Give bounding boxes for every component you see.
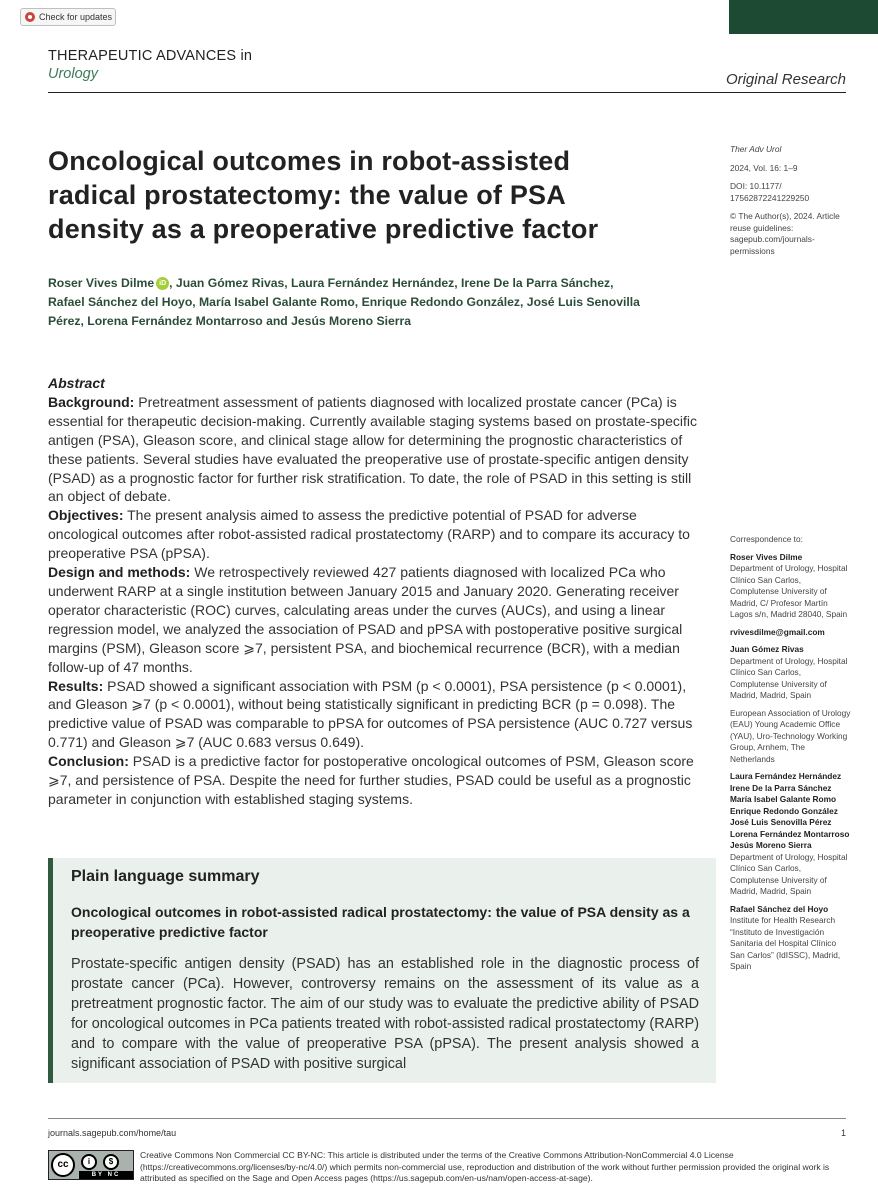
plain-language-summary (48, 858, 716, 1083)
journal-subtitle: Urology (48, 66, 98, 82)
attribution-icon: i (81, 1154, 97, 1170)
abstract (48, 374, 708, 809)
other-authors: , Juan Gómez Rivas, Laura Fernández Hernández, Irene De la Parra Sánchez, Rafael Sánchez del Hoyo, María Isabel Galante Romo, Enrique Redondo González, José Luis Senovilla Pérez, Lorena Fernández Montarroso and Jesús Moreno Sierra (48, 276, 640, 328)
journal-url[interactable]: journals.sagepub.com/home/tau (48, 1128, 177, 1138)
journal-name: THERAPEUTIC ADVANCES in (48, 48, 253, 64)
crossmark-icon (25, 12, 35, 22)
correspondence-sidebar (730, 534, 852, 979)
copyright-notice: © The Author(s), 2024. Article reuse guidelines: sagepub.com/journals-permissions (730, 211, 840, 256)
abstract-results (48, 677, 708, 753)
correspondence-entry: Laura Fernández Hernández Irene De la Parra Sánchez María Isabel Galante Romo Enrique Redondo González José Luis Senovilla Pérez Lorena Fernández Montarroso Jesús Moreno Sierra Department of Urology, Hospital Clínico San Carlos, Complutense University of Madrid, Madrid, Spain (730, 771, 850, 896)
cc-circle-icon: cc (51, 1153, 75, 1177)
section-text: Pretreatment assessment of patients diagnosed with localized prostate cancer (PCa) is essential for therapeutic decision-making. Currently available staging systems based on prostate-specific antigen (PSA), Gleason score, and clinical stage allow for determining the prognostic characteristics of these patients. Several studies have evaluated the preoperative use of prostate-specific antigen density (PSAD) as a prognostic factor for further risk stratification. To date, the role of PSAD in this setting is still an object of debate. (48, 393, 697, 505)
section-label: Design and methods: (48, 564, 191, 581)
license-text: Creative Commons Non Commercial CC BY-NC: This article is distributed under the terms of the Creative Commons Attribution-NonCommercial 4.0 License (https://creativecommons.org/licenses/by-nc/4.0/) which permits non-commercial use, reproduction and distribution of the work without further permission provided the original work is attributed as specified on the Sage and Open Access pages (https://us.sagepub.com/en-us/nam/open-access-at-sage). (140, 1150, 830, 1183)
correspondence-entry: Juan Gómez Rivas Department of Urology, Hospital Clínico San Carlos, Complutense University of Madrid, Madrid, Spain (730, 644, 848, 700)
summary-accent-bar (48, 858, 53, 1083)
abstract-objectives (48, 506, 708, 563)
abstract-background (48, 393, 708, 506)
check-for-updates-button[interactable] (20, 8, 116, 26)
section-text: We retrospectively reviewed 427 patients diagnosed with localized PCa who underwent RARP at a single institution between January 2015 and January 2020. Generating receiver operator characteristic (ROC) curves, calculating areas under the curves (AUCs), and using a linear regression model, we analyzed the association of PSAD and pPSA with postoperative positive surgical margins (PSM), Gleason score ⩾7, persistent PSA, and biochemical recurrence (BCR), with a median follow-up of 47 months. (48, 564, 683, 675)
correspondence-entry: European Association of Urology (EAU) Young Academic Office (YAU), Uro-Technology Working Group, Arnhem, The Netherlands (730, 707, 851, 764)
summary-text: Prostate-specific antigen density (PSAD) has an established role in the diagnostic process of prostate cancer (PCa). However, controversy remains on the assessment of its value as a pretreatment prognostic factor. The aim of our study was to evaluate the predictive ability of PSAD for oncological outcomes in PCa patients treated with robot-assisted radical prostatectomy (RARP) and to compare with the value of preoperative PSA (pPSA). The present analysis showed a significant association of PSAD with positive surgical (71, 956, 699, 1072)
abstract-conclusion (48, 752, 708, 809)
abstract-methods (48, 563, 708, 676)
page-number: 1 (841, 1128, 847, 1138)
creative-commons-by-nc-icon[interactable] (48, 1150, 134, 1180)
header-divider (48, 92, 846, 93)
cc-license-label: BY NC (79, 1171, 133, 1179)
volume-info: 2024, Vol. 16: 1–9 (730, 162, 798, 173)
journal-abbreviation: Ther Adv Urol (730, 144, 782, 154)
correspondence-entry: Rafael Sánchez del Hoyo Institute for Health Research “Instituto de Investigación Sanitaria del Hospital Clínico San Carlos” (IdISSC), Madrid, Spain (730, 903, 841, 971)
section-text: PSAD is a predictive factor for postoperative oncological outcomes of PSM, Gleason score ⩾7, and persistence of PSA. Despite the need for further studies, PSAD could be useful as a prognostic parameter in conjunction with established staging systems. (48, 753, 694, 807)
first-author[interactable]: Roser Vives Dilme (48, 276, 155, 290)
check-for-updates-label: Check for updates (39, 12, 113, 22)
author-list (48, 274, 648, 331)
article-type: Original Research (725, 71, 846, 88)
section-text: PSAD showed a significant association with PSM (p < 0.0001), PSA persistence (p < 0.0001), and Gleason ⩾7 (p < 0.0001), without being statistically significant in predicting BCR (p = 0.098). The predictive value of PSAD was comparable to pPSA for outcomes of PSA persistence (AUC 0.727 versus 0.771) and Gleason ⩾7 (AUC 0.683 versus 0.649). (48, 677, 693, 751)
correspondence-entry: Correspondence to: (730, 534, 803, 544)
section-text: The present analysis aimed to assess the predictive potential of PSAD for adverse oncological outcomes after robot-assisted radical prostatectomy (RARP) and to compare its accuracy to preoperative PSA (pPSA). (48, 507, 690, 562)
article-title: Oncological outcomes in robot-assisted radical prostatectomy: the value of PSA density as a preoperative predictive factor (48, 146, 599, 244)
journal-color-block (729, 0, 878, 34)
correspondence-email[interactable]: rvivesdilme@gmail.com (730, 626, 825, 637)
summary-title: Plain language summary (71, 868, 260, 885)
section-label: Objectives: (48, 507, 124, 524)
doi[interactable]: DOI: 10.1177/ 17562872241229250 (730, 181, 810, 203)
footer-divider (48, 1118, 846, 1119)
section-label: Results: (48, 677, 104, 694)
orcid-icon[interactable]: iD (156, 277, 169, 290)
section-label: Background: (48, 393, 135, 410)
article-metadata (730, 144, 848, 264)
correspondence-entry: Roser Vives Dilme Department of Urology, Hospital Clínico San Carlos, Complutense University of Madrid, C/ Profesor Martín Lagos s/n, Madrid 28040, Spain (730, 551, 848, 619)
noncommercial-icon: $ (103, 1154, 119, 1170)
section-label: Conclusion: (48, 753, 129, 770)
summary-subtitle: Oncological outcomes in robot-assisted radical prostatectomy: the value of PSA density as a preoperative predictive factor (71, 904, 690, 940)
abstract-heading: Abstract (48, 375, 105, 391)
